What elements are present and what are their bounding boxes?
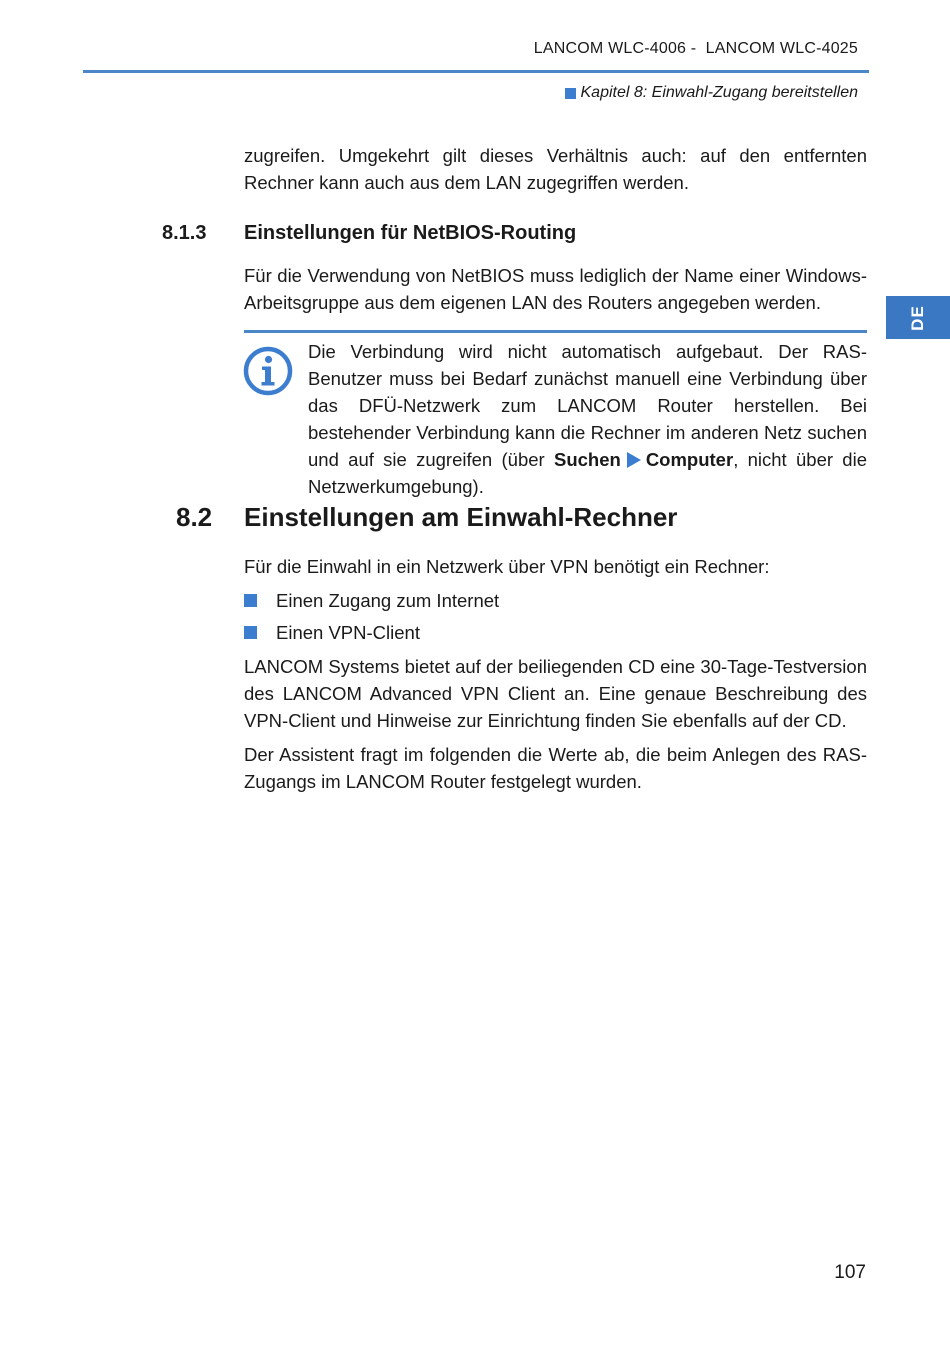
section-body-paragraph: Für die Verwendung von NetBIOS muss lediglich der Name einer Windows-Arbeitsgruppe aus dem eigenen LAN des Routers angegeben werden. [244, 265, 867, 313]
list-item-label: Einen VPN-Client [276, 622, 420, 643]
running-header-chapter [565, 84, 859, 102]
note-text-after: , nicht über die Netzwerkumgebung). [308, 449, 867, 497]
list-item [244, 587, 499, 614]
page-number: 107 [834, 1262, 866, 1283]
info-note-text [308, 338, 867, 500]
square-bullet-icon [244, 626, 257, 639]
header-rule [83, 70, 869, 73]
menu-item-suchen: Suchen [553, 449, 621, 470]
vpn-client-paragraph: LANCOM Systems bietet auf der beiliegenden CD eine 30-Tage-Testversion des LANCOM Advanced VPN Client an. Eine genaue Beschreibung des VPN-Client und Hinweise zur Einrichtung finden Sie ebenfalls auf der CD. [244, 656, 867, 731]
intro-paragraph: zugreifen. Umgekehrt gilt dieses Verhältnis auch: auf den entfernten Rechner kann auch aus dem LAN zugegriffen werden. [244, 145, 867, 193]
chapter-label: Kapitel 8: Einwahl-Zugang bereitstellen [580, 84, 858, 101]
language-tab-label: DE [908, 304, 927, 331]
section-title: Einstellungen für NetBIOS-Routing [244, 222, 577, 244]
chapter-section-title: Einstellungen am Einwahl-Rechner [244, 502, 678, 532]
menu-item-computer: Computer [645, 449, 734, 470]
language-tab [886, 296, 950, 339]
note-rule [244, 330, 867, 333]
list-item-label: Einen Zugang zum Internet [276, 590, 500, 611]
info-icon [243, 346, 293, 396]
running-header-title: LANCOM WLC-4006 - LANCOM WLC-4025 [533, 40, 858, 57]
square-bullet-icon [244, 594, 257, 607]
chapter-section-number: 8.2 [176, 502, 213, 532]
square-bullet-icon [565, 88, 576, 99]
section-intro-paragraph: Für die Einwahl in ein Netzwerk über VPN benötigt ein Rechner: [244, 556, 770, 577]
assistant-paragraph: Der Assistent fragt im folgenden die Werte ab, die beim Anlegen des RAS-Zugangs im LANCOM Router festgelegt wurden. [244, 744, 867, 792]
note-text-before: Die Verbindung wird nicht automatisch aufgebaut. Der RAS-Benutzer muss bei Bedarf zunächst manuell eine Verbindung über das DFÜ-Netzwerk zum LANCOM Router herstellen. Bei bestehender Verbindung kann die Rechner im anderen Netz suchen und auf sie zugreifen (über [308, 341, 867, 470]
list-item [244, 619, 420, 646]
section-number: 8.1.3 [162, 222, 207, 244]
menu-arrow-icon [627, 452, 641, 468]
